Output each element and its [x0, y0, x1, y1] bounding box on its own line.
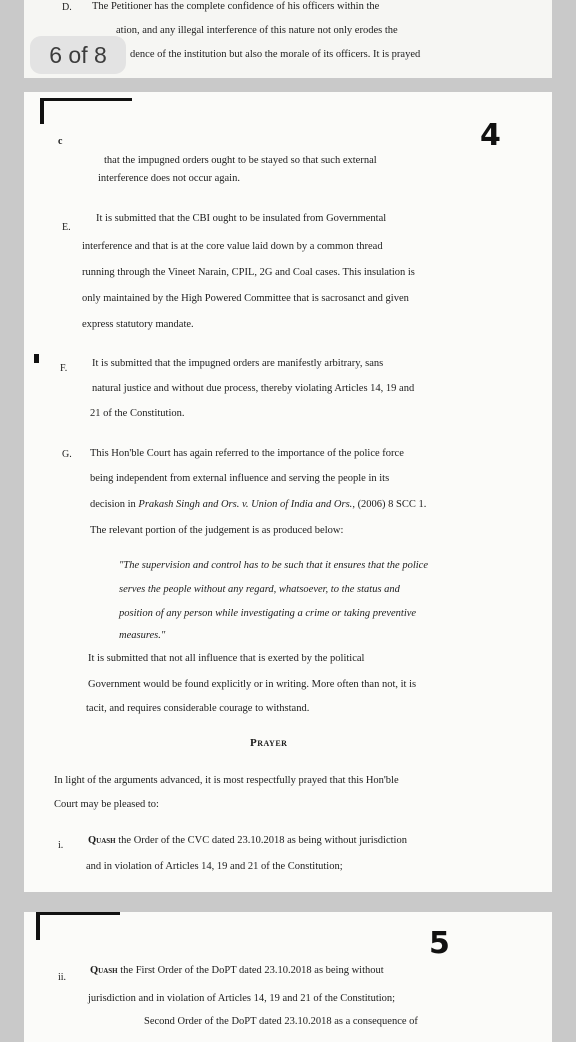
citation-line: decision in Prakash Singh and Ors. v. Union of India and Ors., (2006) 8 SCC 1. — [90, 499, 427, 510]
margin-dot — [34, 354, 39, 363]
text-line: interference and that is at the core value laid down by a common thread — [82, 241, 383, 252]
text-line: Court may be pleased to: — [54, 799, 159, 810]
prayer-item-line: Quash the Order of the CVC dated 23.10.2018 as being without jurisdiction — [88, 835, 407, 846]
text-line: jurisdiction and in violation of Articles 14, 19 and 21 of the Constitution; — [88, 993, 396, 1004]
text-line: only maintained by the High Powered Committee that is sacrosanct and given — [82, 293, 409, 304]
handwritten-page-number: 4 — [480, 118, 501, 153]
text-line: tacit, and requires considerable courage to withstand. — [86, 703, 310, 714]
prayer-keyword: Quash — [88, 835, 116, 846]
prayer-heading: Prayer — [250, 737, 288, 749]
text-line: interference does not occur again. — [98, 173, 240, 184]
text-line: Government would be found explicitly or in writing. More often than not, it is — [88, 679, 417, 690]
text-line: The relevant portion of the judgement is as produced below: — [90, 525, 344, 536]
handwritten-page-number: 5 — [429, 926, 450, 961]
text-line: It is submitted that not all influence that is exerted by the political — [88, 653, 365, 664]
scan-corner-mark — [40, 98, 44, 124]
text-line: dence of the institution but also the morale of its officers. It is prayed — [130, 49, 421, 60]
quote-line: "The supervision and control has to be such that it ensures that the police — [119, 560, 428, 571]
quote-line: position of any person while investigating a crime or taking preventive — [119, 608, 417, 619]
page-indicator: 6 of 8 — [30, 36, 126, 74]
text-line: natural justice and without due process, thereby violating Articles 14, 19 and — [92, 383, 415, 394]
document-page-bottom — [24, 912, 552, 1042]
prayer-item-line: Quash the First Order of the DoPT dated 23.10.2018 as being without — [90, 965, 384, 976]
quote-line: measures." — [119, 630, 166, 641]
text-line: It is submitted that the CBI ought to be insulated from Governmental — [96, 213, 387, 224]
text-line: In light of the arguments advanced, it is most respectfully prayed that this Hon'ble — [54, 775, 399, 786]
text-line: and in violation of Articles 14, 19 and 21 of the Constitution; — [86, 861, 343, 872]
text-line: being independent from external influence and serving the people in its — [90, 473, 390, 484]
quote-line: serves the people without any regard, whatsoever, to the status and — [119, 584, 400, 595]
text-line: running through the Vineet Narain, CPIL, 2G and Coal cases. This insulation is — [82, 267, 415, 278]
para-label: F. — [60, 363, 68, 374]
prayer-item-label: i. — [58, 840, 64, 851]
scan-corner-mark — [36, 912, 120, 915]
text-line: ation, and any illegal interference of this nature not only erodes the — [116, 25, 398, 36]
prayer-item-label: ii. — [58, 972, 67, 983]
document-page-middle — [24, 92, 552, 892]
scan-corner-mark — [36, 912, 40, 940]
prayer-keyword: Quash — [90, 965, 118, 976]
para-label: G. — [62, 449, 72, 460]
text-line: express statutory mandate. — [82, 319, 194, 330]
margin-mark: c — [58, 136, 63, 147]
text-line: 21 of the Constitution. — [90, 408, 185, 419]
text-line: that the impugned orders ought to be stayed so that such external — [104, 155, 377, 166]
para-label: E. — [62, 222, 71, 233]
case-name: Prakash Singh and Ors. v. Union of India and Ors. — [138, 499, 353, 510]
text-line: The Petitioner has the complete confidence of his officers within the — [92, 1, 380, 12]
text-line: Second Order of the DoPT dated 23.10.2018 as a consequence of — [144, 1016, 418, 1027]
scan-corner-mark — [40, 98, 132, 101]
text-line: This Hon'ble Court has again referred to the importance of the police force — [90, 448, 404, 459]
para-label: D. — [62, 2, 72, 13]
text-line: It is submitted that the impugned orders are manifestly arbitrary, sans — [92, 358, 384, 369]
